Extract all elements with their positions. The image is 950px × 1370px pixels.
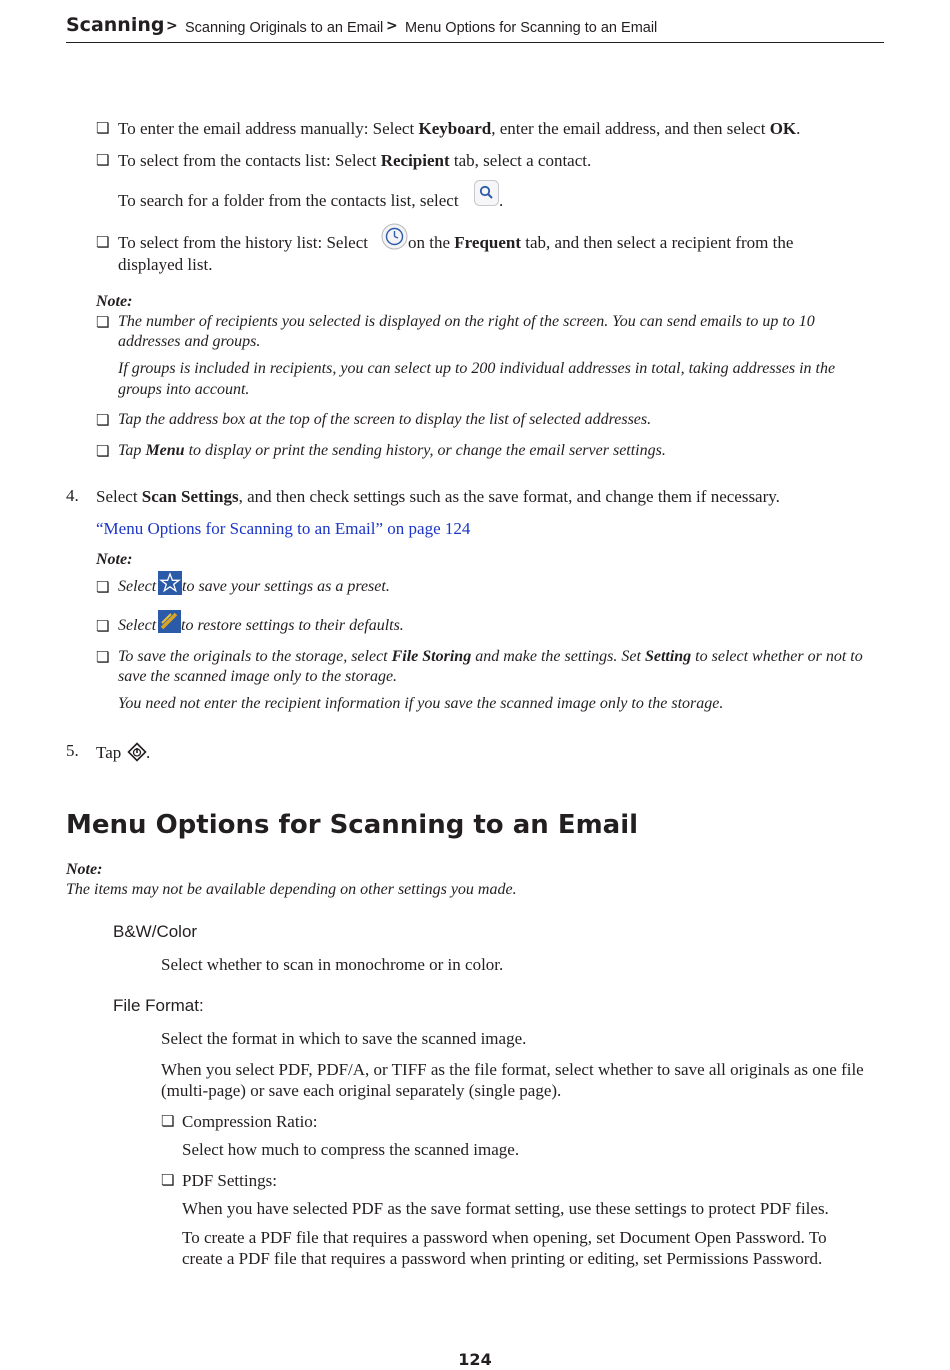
text: To save the originals to the storage, select bbox=[118, 648, 392, 665]
text: To select from the history list: Select bbox=[118, 233, 368, 252]
note-label: Note: bbox=[96, 293, 133, 310]
note-text: save the scanned image only to the storage. bbox=[118, 668, 398, 685]
text: To search for a folder from the contacts list, select bbox=[118, 191, 459, 210]
breadcrumb-separator: > bbox=[386, 18, 398, 34]
text: on the bbox=[408, 233, 455, 252]
step-text bbox=[96, 486, 780, 507]
clock-icon bbox=[381, 223, 408, 250]
recipient-term: Recipient bbox=[380, 151, 450, 170]
section-title: Menu Options for Scanning to an Email bbox=[66, 810, 639, 840]
sub-option-title-pdf: PDF Settings: bbox=[182, 1171, 277, 1190]
list-item-history-cont bbox=[408, 232, 793, 253]
star-preset-icon bbox=[158, 571, 182, 595]
note-text bbox=[118, 647, 863, 667]
breadcrumb-separator: > bbox=[166, 18, 178, 34]
bullet: ❏ bbox=[96, 233, 110, 251]
text: tab, select a contact. bbox=[449, 151, 592, 170]
bullet: ❏ bbox=[96, 313, 110, 331]
ok-term: OK bbox=[769, 119, 797, 138]
note-text: addresses and groups. bbox=[118, 333, 261, 350]
text: To select from the contacts list: Select bbox=[118, 151, 381, 170]
option-description: Select the format in which to save the scanned image. bbox=[161, 1029, 527, 1048]
setting-term: Setting bbox=[644, 648, 692, 665]
scan-settings-term: Scan Settings bbox=[141, 487, 239, 506]
search-icon bbox=[474, 180, 499, 206]
option-description: When you have selected PDF as the save format setting, use these settings to protect PDF files. bbox=[182, 1199, 829, 1218]
text: and make the settings. Set bbox=[471, 648, 645, 665]
note-text: The number of recipients you selected is displayed on the right of the screen. You can send emails to up to 10 bbox=[118, 313, 815, 330]
text: . bbox=[146, 743, 151, 762]
bullet: ❏ bbox=[96, 578, 110, 596]
bullet: ❏ bbox=[96, 442, 110, 460]
header-title: Scanning bbox=[66, 14, 165, 36]
list-item-history bbox=[118, 232, 368, 253]
note-label: Note: bbox=[66, 861, 103, 878]
sub-option-title-compression: Compression Ratio: bbox=[182, 1112, 318, 1131]
frequent-term: Frequent bbox=[454, 233, 522, 252]
note-text: The items may not be available depending on other settings you made. bbox=[66, 881, 517, 898]
restore-defaults-icon bbox=[158, 610, 181, 633]
option-description: create a PDF file that requires a password when printing or editing, set Permissions Password. bbox=[182, 1249, 823, 1268]
bullet: ❏ bbox=[96, 151, 110, 169]
note-text: to save your settings as a preset. bbox=[182, 578, 390, 595]
text: tab, and then select a recipient from the bbox=[521, 233, 794, 252]
option-description: When you select PDF, PDF/A, or TIFF as the file format, select whether to save all originals as one file bbox=[161, 1060, 864, 1079]
note-text bbox=[118, 441, 666, 461]
bullet: ❏ bbox=[96, 648, 110, 666]
option-description: (multi-page) or save each original separately (single page). bbox=[161, 1081, 562, 1100]
bullet: ❏ bbox=[161, 1112, 175, 1130]
option-title-bw-color: B&W/Color bbox=[113, 922, 198, 941]
option-title-file-format: File Format: bbox=[113, 996, 204, 1015]
step-text: Tap bbox=[96, 743, 122, 762]
note-text: If groups is included in recipients, you can select up to 200 individual addresses in total, taking addresses in the bbox=[118, 360, 836, 377]
text: , enter the email address, and then select bbox=[491, 119, 770, 138]
option-description: To create a PDF file that requires a password when opening, set Document Open Password. To bbox=[182, 1228, 827, 1247]
text: to select whether or not to bbox=[691, 648, 863, 665]
bullet: ❏ bbox=[96, 617, 110, 635]
note-text: Select bbox=[118, 578, 157, 595]
page-number: 124 bbox=[458, 1350, 492, 1369]
bullet: ❏ bbox=[96, 411, 110, 429]
option-description: Select how much to compress the scanned image. bbox=[182, 1140, 520, 1159]
file-storing-term: File Storing bbox=[391, 648, 472, 665]
note-text: Tap the address box at the top of the screen to display the list of selected addresses. bbox=[118, 411, 652, 428]
note-text: groups into account. bbox=[118, 381, 250, 398]
keyboard-term: Keyboard bbox=[418, 119, 492, 138]
text: To enter the email address manually: Select bbox=[118, 119, 419, 138]
note-label: Note: bbox=[96, 551, 133, 568]
text: Select bbox=[96, 487, 142, 506]
page-header bbox=[66, 12, 884, 43]
step-number: 4. bbox=[66, 486, 79, 505]
text: , and then check settings such as the save format, and change them if necessary. bbox=[238, 487, 780, 506]
breadcrumb-item-1: Scanning Originals to an Email bbox=[185, 20, 384, 36]
step-number: 5. bbox=[66, 741, 79, 760]
text: . bbox=[499, 191, 504, 210]
bullet: ❏ bbox=[96, 119, 110, 137]
text: . bbox=[796, 119, 801, 138]
start-diamond-icon bbox=[127, 742, 147, 762]
list-item-recipient bbox=[118, 150, 591, 171]
note-text: Select bbox=[118, 617, 157, 634]
breadcrumb-item-2: Menu Options for Scanning to an Email bbox=[405, 20, 658, 36]
text: to display or print the sending history, or change the email server settings. bbox=[184, 442, 666, 459]
list-item-keyboard bbox=[118, 118, 800, 139]
note-text: to restore settings to their defaults. bbox=[181, 617, 404, 634]
menu-term: Menu bbox=[145, 442, 185, 459]
option-description: Select whether to scan in monochrome or in color. bbox=[161, 955, 504, 974]
cross-reference-link[interactable]: “Menu Options for Scanning to an Email” on page 124 bbox=[96, 519, 471, 538]
list-subitem-search bbox=[118, 190, 459, 211]
bullet: ❏ bbox=[161, 1171, 175, 1189]
note-text: You need not enter the recipient information if you save the scanned image only to the storage. bbox=[118, 695, 724, 712]
text: Tap bbox=[118, 442, 146, 459]
text: displayed list. bbox=[118, 255, 213, 274]
